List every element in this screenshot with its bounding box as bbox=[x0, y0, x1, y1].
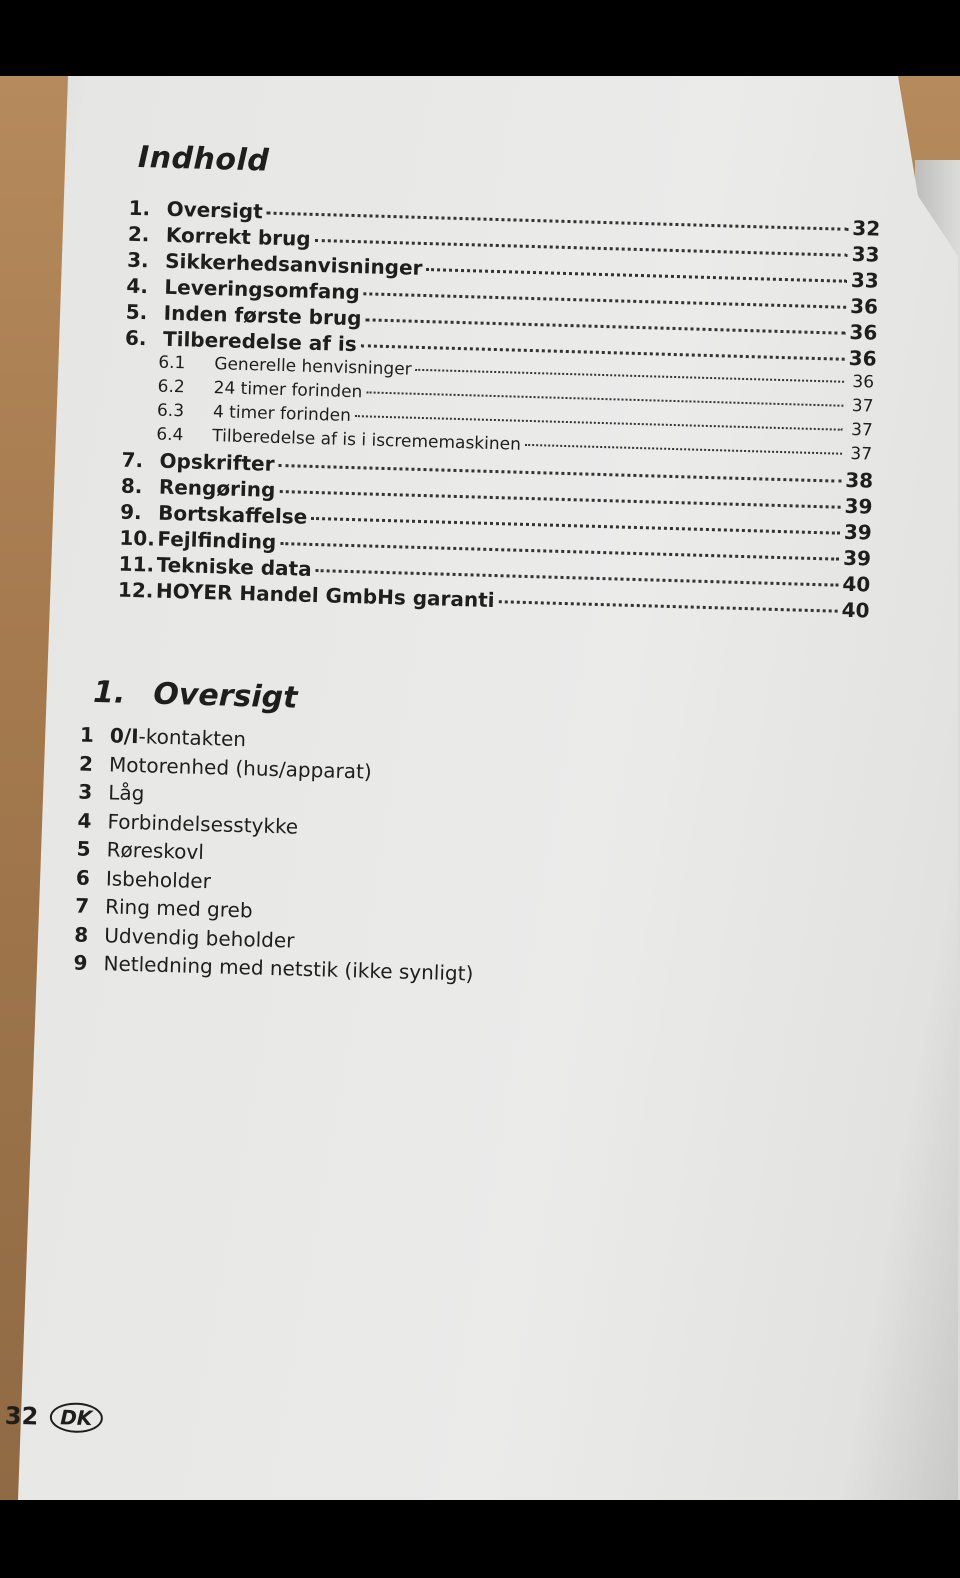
toc-entry-page: 36 bbox=[848, 345, 877, 371]
toc-entry-label: Korrekt brug bbox=[165, 222, 311, 251]
toc-entry-label: Generelle henvisninger bbox=[214, 354, 412, 380]
toc-entry-number: 5. bbox=[125, 299, 148, 325]
toc-entry-label: 24 timer forinden bbox=[213, 378, 363, 403]
toc-leader-dots bbox=[311, 517, 840, 535]
toc-leader-dots bbox=[355, 415, 843, 431]
toc-entry-page: 39 bbox=[843, 519, 873, 545]
toc-entry-page: 39 bbox=[842, 545, 872, 571]
parts-list bbox=[73, 723, 480, 991]
toc-leader-dots bbox=[365, 318, 845, 334]
toc-entry-number: 7. bbox=[121, 447, 144, 473]
part-label: Isbeholder bbox=[105, 865, 212, 893]
toc-leader-dots bbox=[426, 268, 847, 283]
toc-entry-label: Inden første brug bbox=[163, 300, 362, 331]
section-heading bbox=[93, 675, 298, 716]
toc-entry-number: 8. bbox=[120, 473, 143, 499]
toc-entry-label: Bortskaffelse bbox=[157, 500, 308, 529]
part-label: Netledning med netstik (ikke synligt) bbox=[103, 951, 474, 986]
toc-entry-label: Fejlfinding bbox=[157, 526, 277, 554]
table-of-contents bbox=[118, 196, 879, 625]
toc-entry-number: 9. bbox=[119, 499, 143, 525]
part-number: 3 bbox=[78, 779, 93, 804]
toc-leader-dots bbox=[366, 391, 843, 406]
toc-entry-page: 37 bbox=[850, 419, 874, 441]
section-title: Oversigt bbox=[152, 676, 298, 716]
part-number: 1 bbox=[79, 722, 95, 747]
toc-entry-label: Opskrifter bbox=[159, 448, 275, 476]
part-number: 6 bbox=[75, 864, 91, 890]
toc-entry-page: 38 bbox=[845, 467, 874, 493]
toc-leader-dots bbox=[316, 569, 839, 587]
part-label-wrap bbox=[106, 837, 204, 864]
toc-leader-dots bbox=[315, 239, 848, 257]
toc-entry-label: Sikkerhedsanvisninger bbox=[164, 248, 423, 280]
toc-entry-page: 36 bbox=[849, 319, 878, 345]
language-badge: DK bbox=[50, 1402, 103, 1433]
toc-entry-number: 6. bbox=[124, 325, 147, 351]
part-label-wrap bbox=[110, 723, 247, 751]
toc-entry-number: 10. bbox=[119, 525, 156, 551]
toc-entry-page: 36 bbox=[849, 293, 879, 319]
toc-leader-dots bbox=[498, 600, 837, 612]
toc-leader-dots bbox=[361, 344, 845, 361]
toc-entry-number: 6.1 bbox=[158, 352, 186, 374]
part-number: 9 bbox=[73, 950, 88, 975]
toc-entry-number: 3. bbox=[126, 247, 150, 273]
toc-entry-page: 32 bbox=[852, 215, 881, 241]
part-number: 7 bbox=[74, 893, 90, 918]
part-label-wrap bbox=[106, 866, 212, 893]
toc-entry-page: 37 bbox=[851, 395, 874, 417]
toc-entry-label: Oversigt bbox=[166, 196, 264, 224]
toc-entry-page: 40 bbox=[841, 597, 870, 623]
toc-leader-dots bbox=[525, 444, 842, 455]
toc-entry-number: 12. bbox=[117, 577, 154, 603]
toc-entry-label: Leveringsomfang bbox=[164, 274, 361, 305]
page-footer bbox=[4, 1401, 102, 1434]
part-label: Motorenhed (hus/apparat) bbox=[108, 751, 373, 784]
toc-entry-label: 4 timer forinden bbox=[212, 402, 352, 426]
part-number: 8 bbox=[74, 921, 89, 947]
part-label: Røreskovl bbox=[106, 837, 205, 865]
toc-entry-number: 6.4 bbox=[156, 424, 184, 446]
toc-entry-number: 6.3 bbox=[156, 400, 185, 422]
toc-entry-number: 1. bbox=[128, 195, 151, 221]
toc-entry-page: 37 bbox=[850, 443, 873, 465]
toc-entry-page: 39 bbox=[844, 493, 873, 519]
part-label: Forbindelsesstykke bbox=[107, 808, 299, 839]
toc-leader-dots bbox=[364, 292, 846, 308]
part-label: -kontakten bbox=[138, 724, 247, 752]
toc-entry-number: 11. bbox=[118, 551, 155, 577]
part-number: 2 bbox=[78, 751, 94, 776]
toc-entry-page: 40 bbox=[842, 571, 871, 597]
part-label: Ring med greb bbox=[104, 894, 253, 923]
toc-leader-dots bbox=[416, 369, 844, 383]
part-number: 4 bbox=[77, 808, 92, 833]
toc-entry-label: Tekniske data bbox=[156, 552, 312, 581]
page-number: 32 bbox=[4, 1401, 39, 1431]
part-label-bold: 0/I bbox=[109, 723, 139, 749]
part-label-wrap bbox=[104, 923, 295, 952]
part-label-wrap bbox=[107, 809, 298, 838]
toc-title: Indhold bbox=[137, 139, 270, 179]
toc-entry-page: 36 bbox=[852, 371, 875, 393]
toc-entry-label: Tilberedelse af is bbox=[162, 326, 358, 357]
toc-entry-label: Tilberedelse af is i iscrememaskinen bbox=[212, 426, 522, 455]
toc-entry-label: Rengøring bbox=[158, 474, 276, 502]
part-number: 5 bbox=[76, 836, 92, 861]
toc-entry-number: 6.2 bbox=[157, 376, 185, 398]
part-label: Låg bbox=[107, 780, 145, 806]
part-label-wrap bbox=[105, 894, 253, 922]
section-number: 1. bbox=[92, 674, 126, 711]
toc-entry-number: 4. bbox=[126, 273, 149, 299]
part-label: Udvendig beholder bbox=[104, 922, 295, 953]
part-label-wrap bbox=[108, 780, 145, 805]
toc-entry-label: HOYER Handel GmbHs garanti bbox=[155, 578, 495, 613]
toc-entry-page: 33 bbox=[851, 241, 880, 267]
toc-entry-number: 2. bbox=[127, 221, 150, 247]
toc-entry-page: 33 bbox=[850, 267, 880, 293]
